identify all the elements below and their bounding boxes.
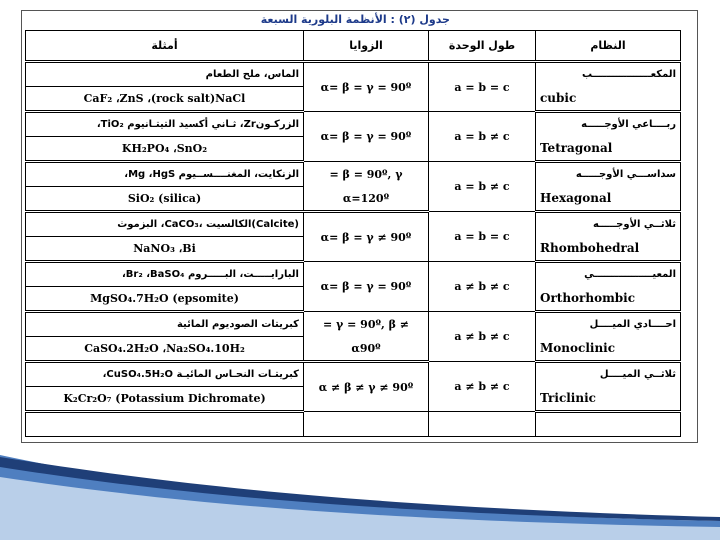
table-row [26, 187, 681, 212]
system-name-en: cubic [540, 91, 577, 106]
angles-cell-bottom: α90º [304, 337, 429, 362]
system-name-en: Orthorhombic [540, 291, 636, 306]
example-formula: K₂Cr₂O₇ (Potassium Dichromate) [26, 387, 304, 412]
angles-cell-top: = β = 90º, γ [304, 162, 429, 187]
example-formula: SiO₂ (silica) [26, 187, 304, 212]
system-name-ar: ربــــاعي الأوجـــــه [536, 112, 681, 137]
header-examples: أمثلة [26, 31, 304, 62]
example-ar: الزنكايت، المغنــــســيوم Mg ،HgS، [26, 162, 304, 187]
axes-cell: a ≠ b ≠ c [429, 312, 536, 362]
example-formula: NaNO₃ ،Bi [26, 237, 304, 262]
system-name-ar: ثلاثــي الميــــل [536, 362, 681, 387]
decorative-wave-band [0, 455, 720, 540]
system-name-ar: احــــادي الميــــل [536, 312, 681, 337]
header-row [26, 31, 681, 62]
system-name-ar: ثلاثــي الأوجـــــه [536, 212, 681, 237]
axes-cell: a = b ≠ c [429, 112, 536, 162]
axes-cell: a = b ≠ c [429, 162, 536, 212]
header-axes: طول الوحدة [429, 31, 536, 62]
table-caption: جدول (٢) : الأنظمة البلورية السبعة [260, 13, 450, 26]
table-row [26, 362, 681, 387]
example-formula: CaSO₄.2H₂O ،Na₂SO₄.10H₂ [26, 337, 304, 362]
table-row [26, 262, 681, 287]
crystal-systems-table [25, 30, 681, 437]
header-angles: الزوايا [304, 31, 429, 62]
axes-cell: a = b = c [429, 62, 536, 112]
example-ar: كبريتات الصوديوم المائية [26, 312, 304, 337]
example-ar: الماس، ملح الطعام [26, 62, 304, 87]
example-ar: البارايـــــت، البـــــروم Br₂ ،BaSO₄، [26, 262, 304, 287]
table-spacer-row [26, 412, 681, 437]
table-row [26, 162, 681, 187]
table-row [26, 337, 681, 362]
angles-cell-bottom: α=120º [304, 187, 429, 212]
header-system: النظام [536, 31, 681, 62]
axes-cell: a = b = c [429, 212, 536, 262]
example-ar: الزركـونZr، ثـاني أكسيد التيتـانيوم TiO₂، [26, 112, 304, 137]
system-name-ar: المعيـــــــــــــــــي [536, 262, 681, 287]
axes-cell: a ≠ b ≠ c [429, 362, 536, 412]
angles-cell: α= β = γ ≠ 90º [304, 212, 429, 262]
angles-cell: α ≠ β ≠ γ ≠ 90º [304, 362, 429, 412]
example-formula: CaF₂ ،ZnS ،(rock salt)NaCl [26, 87, 304, 112]
example-ar: (Calcite)الكالسيت ،CaCO₃، البزموث [26, 212, 304, 237]
example-formula: MgSO₄.7H₂O (epsomite) [26, 287, 304, 312]
angles-cell: α= β = γ = 90º [304, 112, 429, 162]
angles-cell: α= β = γ = 90º [304, 262, 429, 312]
axes-cell: a ≠ b ≠ c [429, 262, 536, 312]
system-name-en: Monoclinic [540, 341, 616, 356]
system-name-en: Hexagonal [540, 191, 612, 206]
angles-cell: α= β = γ = 90º [304, 62, 429, 112]
system-name-ar: المكعـــــــــــــــــب [536, 62, 681, 87]
angles-cell-top: = γ = 90º, β ≠ [304, 312, 429, 337]
table-row [26, 312, 681, 337]
system-name-ar: سداســـي الأوجـــــه [536, 162, 681, 187]
table-row [26, 212, 681, 237]
system-name-en: Rhombohedral [540, 241, 640, 256]
table-row [26, 62, 681, 87]
example-ar: كبريتـات النحـاس المائيـة CuSO₄.5H₂O، [26, 362, 304, 387]
system-name-en: Tetragonal [540, 141, 613, 156]
table-row [26, 112, 681, 137]
system-name-en: Triclinic [540, 391, 596, 406]
example-formula: KH₂PO₄ ،SnO₂ [26, 137, 304, 162]
